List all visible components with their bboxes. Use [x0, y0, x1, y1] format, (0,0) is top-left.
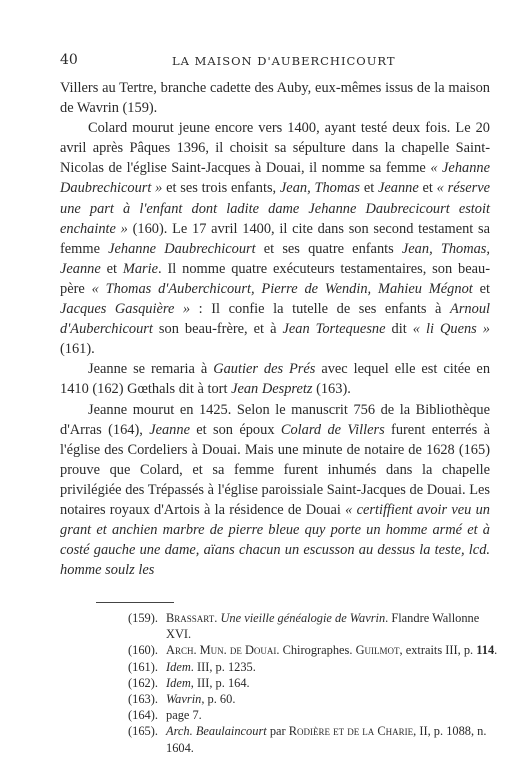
text-run: et ses quatre enfants: [255, 240, 402, 257]
italic-text: Idem: [166, 659, 191, 674]
text-run: , extraits III, p.: [399, 643, 477, 658]
italic-text: « certiffient avoir veu un grant et anchien marbre de pierre bleue quy porte un homme armé et à costé gauche une dame, aïans chacun un escusson au dessus la teste, lcd. homme soulz les: [60, 501, 490, 579]
paragraph: [60, 118, 490, 359]
footnote: [128, 610, 498, 642]
text-run: (163).: [312, 381, 351, 398]
footnote-text: [166, 708, 202, 722]
paragraph: [60, 359, 490, 399]
text-run: son beau-frère, et à: [152, 321, 283, 338]
italic-text: Jean, Thomas: [279, 180, 361, 197]
footnote-number: (164).: [128, 708, 158, 723]
text-run: par: [266, 724, 289, 739]
footnote-text: [166, 692, 235, 706]
text-run: page 7.: [166, 708, 202, 723]
text-run: (161).: [60, 341, 95, 358]
text-run: et: [472, 280, 490, 297]
italic-text: Gautier des Prés: [213, 361, 316, 378]
italic-text: Une vieille généalogie de Wavrin: [220, 611, 386, 625]
footnote: [128, 659, 498, 675]
text-run: avec lequel elle est citée en 1410 (162) Gœthals dit à tort: [60, 361, 491, 398]
text-run: furent enterrés à l'église des Cordeliers à Douai. Mais une minute de notaire de 1628 (165) prouve que Colard, et sa femme furent inhumés dans la chapelle privilégiée des Trépassés à l'église paroissiale Saint-Jacques de Douai. Les notaires royaux d'Artois à la résidence de Douai: [60, 421, 490, 518]
text-run: et: [100, 260, 123, 277]
footnote-number: (162).: [128, 675, 158, 690]
bold-text: 114: [476, 643, 495, 658]
italic-text: Arnoul d'Auberchicourt: [60, 301, 491, 338]
footnote: [128, 707, 498, 723]
small-caps-text: Rodière et de la Charie: [288, 724, 414, 739]
italic-text: Jean Despretz: [231, 381, 313, 398]
text-run: . Il nomme quatre exécuteurs testamentaires, son beau-père: [60, 260, 490, 297]
text-run: Jeanne se remaria à: [88, 361, 214, 378]
text-run: Colard mourut jeune encore vers 1400, ayant testé deux fois. Le 20 avril après Pâques 1396, il choisit sa sépulture dans la chapelle Saint-Nicolas de l'église Saint-Jacques à Douai, il nomme sa femme: [60, 120, 490, 177]
running-title: LA MAISON D'AUBERCHICOURT: [172, 54, 396, 68]
footnotes: [128, 610, 498, 756]
footnote-text: [166, 676, 250, 690]
page-number: 40: [60, 52, 78, 68]
small-caps-text: Brassart: [166, 611, 215, 625]
italic-text: Jean, Thomas, Jeanne: [60, 240, 491, 277]
footnote: [128, 642, 498, 658]
italic-text: Jeanne: [377, 180, 419, 197]
italic-text: « Thomas d'Auberchicourt, Pierre de Wendin, Mahieu Mégnot: [91, 280, 473, 297]
italic-text: Jean Tortequesne: [282, 321, 386, 338]
italic-text: « Jehanne Daubrechicourt »: [60, 160, 490, 197]
small-caps-text: Arch. Mun. de Douai: [166, 643, 277, 658]
footnote-number: (163).: [128, 692, 158, 707]
footnote-number: (159).: [128, 611, 158, 625]
italic-text: Marie: [122, 260, 159, 277]
footnote: [128, 675, 498, 691]
italic-text: Jeanne: [149, 421, 190, 438]
italic-text: « réserve une part à l'enfant dont ladite dame Jehanne Daubrecicourt estoit enchainte »: [60, 180, 490, 237]
footnote: [128, 723, 498, 755]
text-run: et son époux: [189, 421, 281, 438]
italic-text: Jacques Gasquière »: [60, 301, 191, 318]
text-run: , p. 60.: [201, 692, 236, 707]
small-caps-text: Guilmot: [355, 643, 400, 658]
italic-text: Wavrin: [166, 692, 202, 707]
text-run: , II, p. 1088, n. 1604.: [166, 724, 487, 755]
italic-text: Arch. Beaulaincourt: [166, 724, 267, 739]
footnote-text: [166, 611, 479, 641]
footnote-text: [166, 724, 486, 754]
italic-text: Jehanne Daubrechicourt: [108, 240, 256, 257]
text-run: et: [360, 180, 378, 197]
text-run: .: [494, 643, 498, 658]
main-text: [60, 78, 490, 580]
footnote-number: (165).: [128, 724, 158, 739]
footnote-divider: [96, 602, 174, 603]
paragraph: [60, 78, 490, 118]
italic-text: « li Quens »: [412, 321, 490, 338]
text-run: .: [214, 611, 221, 625]
text-run: Jeanne mourut en 1425. Selon le manuscrit 756 de la Bibliothèque d'Arras (164),: [60, 401, 490, 438]
italic-text: Idem: [166, 675, 191, 690]
text-run: dit: [385, 321, 413, 338]
text-run: . Chirographes.: [276, 643, 356, 658]
footnote-text: [166, 643, 497, 657]
footnote-text: [166, 660, 256, 674]
text-run: . Flandre Wallonne XVI.: [166, 611, 480, 642]
text-run: : Il confie la tutelle de ses enfants à: [190, 301, 451, 318]
text-run: et ses trois enfants,: [162, 180, 280, 197]
italic-text: Colard de Villers: [280, 421, 385, 438]
footnote-number: (161).: [128, 659, 158, 674]
text-run: (160). Le 17 avril 1400, il cite dans son second testament sa femme: [60, 220, 490, 257]
text-run: , III, p. 164.: [190, 675, 250, 690]
footnote-number: (160).: [128, 643, 158, 658]
text-run: Villers au Tertre, branche cadette des Auby, eux-mêmes issus de la maison de Wavrin (159).: [60, 80, 490, 117]
text-run: . III, p. 1235.: [190, 659, 256, 674]
paragraph: [60, 400, 490, 581]
text-run: et: [418, 180, 437, 197]
running-header: [60, 52, 490, 70]
footnote: [128, 691, 498, 707]
